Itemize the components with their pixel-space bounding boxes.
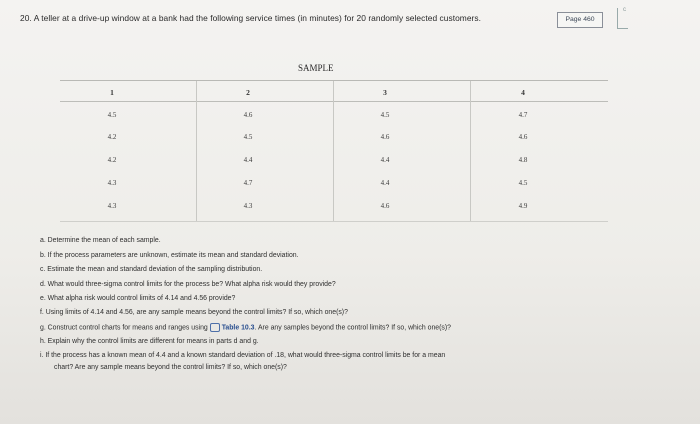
table-cell: 4.6 [518,133,528,141]
question-g-text: g. Construct control charts for means and ranges using [40,324,208,332]
table-cell: 4.6 [243,111,253,119]
problem-statement: 20. A teller at a drive-up window at a bank had the following service times (in minutes) for 20 randomly selected customers. [20,13,481,23]
table-cell: 4.5 [107,111,117,119]
corner-letter: c [623,7,626,13]
sample-table [60,80,608,222]
question-d: d. What would three-sigma control limits for the process be? What alpha risk would they provide? [40,281,336,288]
table-cell: 4.8 [518,156,528,164]
column-divider [470,81,471,221]
question-i-continued: chart? Are any sample means beyond the control limits? If so, which one(s)? [54,364,287,371]
table-caption: SAMPLE [298,63,334,73]
table-cell: 4.3 [107,179,117,187]
table-header-row [60,81,608,102]
table-link-icon [210,323,220,332]
table-cell: 4.3 [107,202,117,210]
question-f: f. Using limits of 4.14 and 4.56, are any sample means beyond the control limits? If so, which one(s)? [40,309,348,316]
page-reference-box: Page 460 [557,12,603,28]
question-g [40,323,451,332]
header-sample-1: 1 [110,88,114,97]
question-a: a. Determine the mean of each sample. [40,237,161,244]
header-sample-2: 2 [246,88,250,97]
table-cell: 4.2 [107,133,117,141]
table-cell: 4.3 [243,202,253,210]
table-cell: 4.4 [243,156,253,164]
column-divider [333,81,334,221]
question-e: e. What alpha risk would control limits of 4.14 and 4.56 provide? [40,295,236,302]
question-b: b. If the process parameters are unknown, estimate its mean and standard deviation. [40,252,299,259]
table-cell: 4.4 [380,156,390,164]
question-h: h. Explain why the control limits are different for means in parts d and g. [40,338,259,345]
header-sample-3: 3 [383,88,387,97]
question-g-tail: . Are any samples beyond the control limits? If so, which one(s)? [254,324,451,332]
table-cell: 4.5 [518,179,528,187]
table-cell: 4.2 [107,156,117,164]
table-cell: 4.5 [243,133,253,141]
table-cell: 4.6 [380,133,390,141]
table-reference-link[interactable]: Table 10.3 [221,324,255,332]
table-cell: 4.7 [243,179,253,187]
header-sample-4: 4 [521,88,525,97]
table-cell: 4.6 [380,202,390,210]
question-i: i. If the process has a known mean of 4.4 and a known standard deviation of .18, what would three-sigma control limits be for a mean [40,352,446,359]
column-divider [196,81,197,221]
table-cell: 4.7 [518,111,528,119]
table-cell: 4.4 [380,179,390,187]
table-cell: 4.5 [380,111,390,119]
question-c: c. Estimate the mean and standard deviation of the sampling distribution. [40,266,263,273]
table-cell: 4.9 [518,202,528,210]
corner-bracket-mark [617,8,628,29]
